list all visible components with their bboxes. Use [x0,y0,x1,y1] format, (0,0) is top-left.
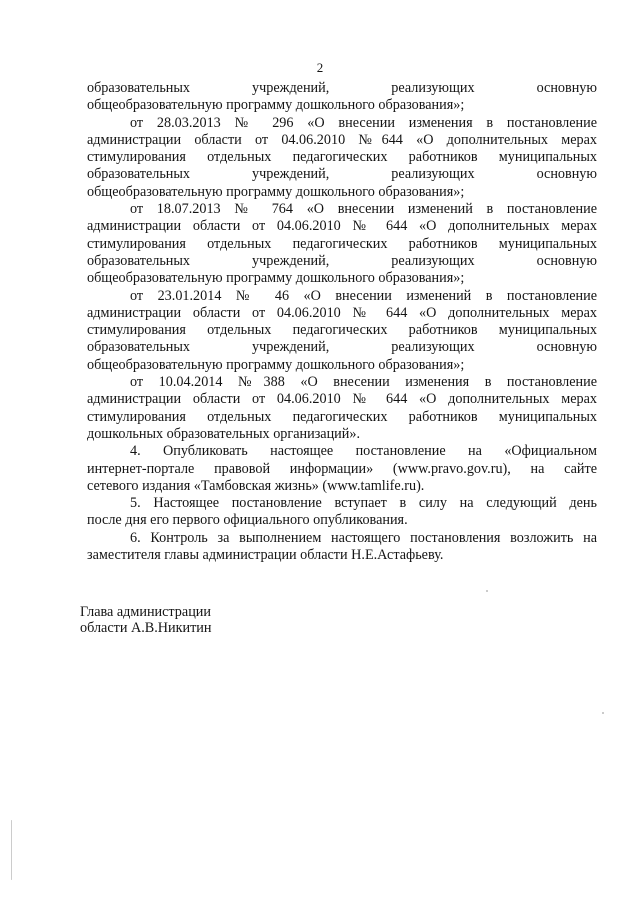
paragraph-continuation [87,80,597,115]
text-line: от 10.04.2014 №388 «О внесении изменения в постановление [130,374,597,391]
text-line: образовательных учреждений, реализующих основную [87,252,597,269]
paragraph-amendment-2014-01-23 [87,288,597,374]
text-line: от 28.03.2013 № 296 «О внесении изменения в постановление [130,114,597,131]
text-line: образовательных учреждений, реализующих основную [87,166,597,183]
signature-name: области А.В.Никитин [80,620,212,636]
text-line: от 18.07.2013 № 764 «О внесении изменений в постановление [130,201,597,218]
text-line: стимулирования отдельных педагогических работников муниципальных [87,235,597,252]
page-number: 2 [316,60,324,75]
document-body [87,80,597,564]
text-line: образовательных учреждений, реализующих основную [87,339,597,356]
scan-artifact [486,590,488,592]
text-line: администрации области от 04.06.2010 №644 «О дополнительных мерах [87,131,597,148]
text-line: общеобразовательную программу дошкольного образования»; [87,270,465,287]
paragraph-item-6 [87,530,597,565]
text-line: администрации области от 04.06.2010 № 644 «О дополнительных мерах [87,391,597,408]
text-line: заместителя главы администрации области Н.Е.Астафьеву. [87,547,444,564]
signature-block [80,604,211,636]
paragraph-amendment-2013-07-18 [87,201,597,287]
signature-title: Глава администрации [80,604,211,620]
paragraph-amendment-2013-03-28 [87,115,597,201]
text-line: 4. Опубликовать настоящее постановление на «Официальном [130,443,597,460]
text-line: после дня его первого официального опубликования. [87,512,408,529]
text-line: интернет-портале правовой информации» (www.pravo.gov.ru), на сайте [87,460,597,477]
text-line: сетевого издания «Тамбовская жизнь» (www.tamlife.ru). [87,477,425,494]
text-line: от 23.01.2014 № 46 «О внесении изменений в постановление [130,287,597,304]
text-line: стимулирования отдельных педагогических работников муниципальных [87,322,597,339]
text-line: администрации области от 04.06.2010 № 644 «О дополнительных мерах [87,218,597,235]
text-line: дошкольных образовательных организаций». [87,425,361,442]
text-line: общеобразовательную программу дошкольного образования»; [87,356,465,373]
text-line: общеобразовательную программу дошкольного образования»; [87,97,465,114]
paragraph-item-4 [87,443,597,495]
text-line: 5. Настоящее постановление вступает в силу на следующий день [130,495,597,512]
text-line: администрации области от 04.06.2010 № 644 «О дополнительных мерах [87,304,597,321]
text-line: стимулирования отдельных педагогических работников муниципальных [87,149,597,166]
scan-artifact [11,820,12,880]
text-line: образовательных учреждений, реализующих основную [87,80,597,96]
scan-artifact [602,712,604,714]
paragraph-item-5 [87,495,597,530]
paragraph-amendment-2014-04-10 [87,374,597,443]
text-line: 6. Контроль за выполнением настоящего постановления возложить на [130,529,597,546]
text-line: стимулирования отдельных педагогических работников муниципальных [87,408,597,425]
text-line: общеобразовательную программу дошкольного образования»; [87,183,465,200]
